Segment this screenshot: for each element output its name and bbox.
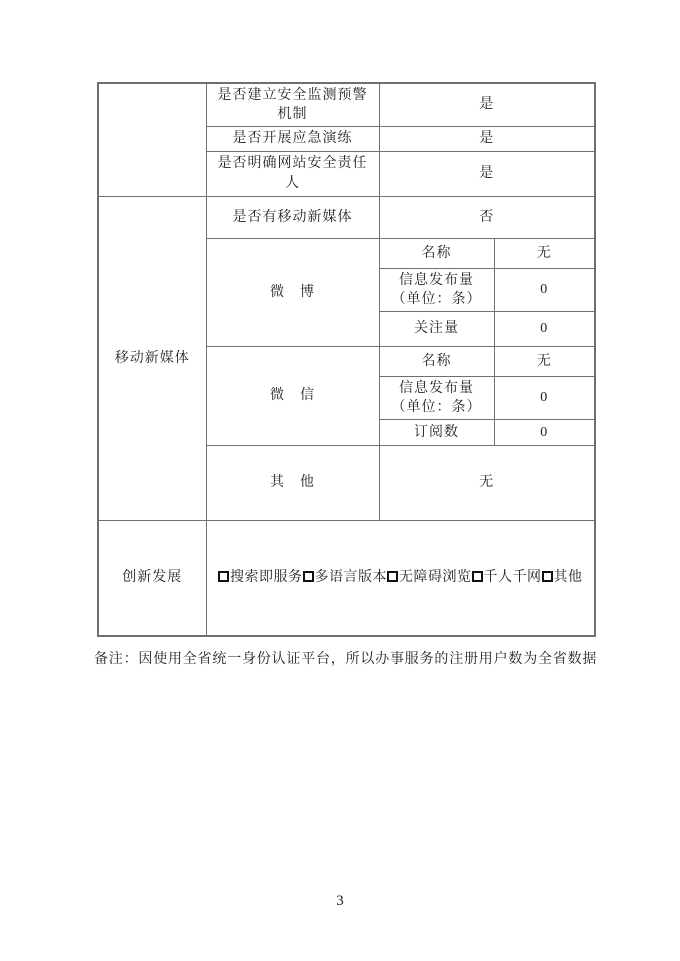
cell-label-security-responsible: 是否明确网站安全责任人 bbox=[206, 152, 379, 197]
cell-value-weibo-followers: 0 bbox=[494, 312, 595, 347]
cell-label-security-monitor bbox=[206, 83, 379, 127]
wechat-posts-label-line2: （单位：条） bbox=[391, 400, 482, 415]
cell-label-weibo-followers: 关注量 bbox=[379, 312, 494, 347]
cell-value-security-monitor: 是 bbox=[379, 83, 595, 127]
cell-label-weibo-name: 名称 bbox=[379, 239, 494, 269]
weibo-posts-label-line1: 信息发布量 bbox=[399, 273, 474, 288]
innovation-option-label: 千人千网 bbox=[483, 569, 542, 585]
innovation-options-line bbox=[218, 570, 583, 585]
security-monitor-label-line2: 机制 bbox=[277, 107, 308, 122]
page-number: 3 bbox=[336, 893, 344, 909]
footnote: 备注：因使用全省统一身份认证平台，所以办事服务的注册用户数为全省数据 bbox=[94, 652, 598, 667]
innovation-option-label: 搜索即服务 bbox=[230, 569, 303, 585]
cell-subsection-weibo: 微 博 bbox=[206, 239, 379, 347]
checkbox-icon bbox=[303, 571, 314, 582]
checkbox-icon bbox=[387, 571, 398, 582]
innovation-option-label: 无障碍浏览 bbox=[399, 569, 472, 585]
cell-value-wechat-name: 无 bbox=[494, 347, 595, 377]
cell-label-has-mobile-media: 是否有移动新媒体 bbox=[206, 197, 379, 239]
cell-value-has-mobile-media: 否 bbox=[379, 197, 595, 239]
cell-value-security-responsible: 是 bbox=[379, 152, 595, 197]
cell-label-emergency-drill: 是否开展应急演练 bbox=[206, 127, 379, 152]
cell-label-wechat-subscribers: 订阅数 bbox=[379, 420, 494, 446]
cell-value-emergency-drill: 是 bbox=[379, 127, 595, 152]
cell-section-spanner-empty bbox=[98, 83, 206, 197]
cell-innovation-options bbox=[206, 521, 595, 636]
cell-value-other-media: 无 bbox=[379, 446, 595, 521]
innovation-option-label: 其他 bbox=[553, 569, 583, 585]
cell-section-header-mobile-media: 移动新媒体 bbox=[98, 197, 206, 521]
cell-section-header-innovation: 创新发展 bbox=[98, 521, 206, 636]
cell-label-wechat-name: 名称 bbox=[379, 347, 494, 377]
report-table bbox=[97, 82, 596, 637]
cell-subsection-other-media: 其 他 bbox=[206, 446, 379, 521]
checkbox-icon bbox=[472, 571, 483, 582]
weibo-posts-label-line2: （单位：条） bbox=[391, 292, 482, 307]
cell-label-wechat-posts bbox=[379, 377, 494, 420]
checkbox-icon bbox=[218, 571, 229, 582]
cell-value-weibo-name: 无 bbox=[494, 239, 595, 269]
cell-value-wechat-posts: 0 bbox=[494, 377, 595, 420]
cell-label-weibo-posts bbox=[379, 269, 494, 312]
wechat-posts-label-line1: 信息发布量 bbox=[399, 381, 474, 396]
security-monitor-label-line1: 是否建立安全监测预警 bbox=[217, 88, 368, 103]
cell-subsection-wechat: 微 信 bbox=[206, 347, 379, 446]
cell-value-wechat-subscribers: 0 bbox=[494, 420, 595, 446]
checkbox-icon bbox=[542, 571, 553, 582]
innovation-option-label: 多语言版本 bbox=[314, 569, 387, 585]
cell-value-weibo-posts: 0 bbox=[494, 269, 595, 312]
